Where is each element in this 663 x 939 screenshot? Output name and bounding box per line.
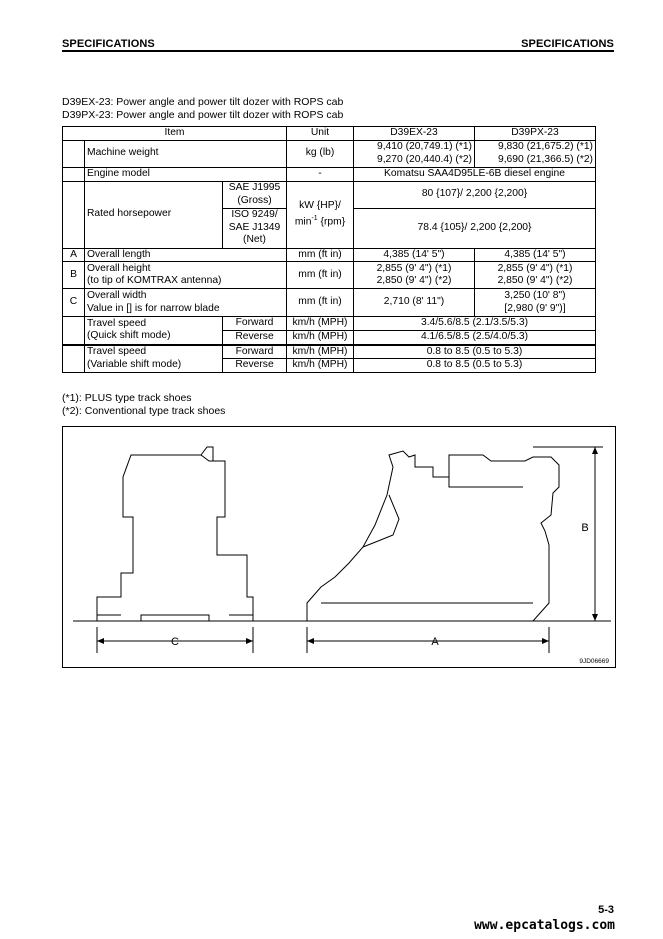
- table-row-engine-model: [63, 167, 596, 181]
- travel-quick-label: Travel speed (Quick shift mode): [85, 317, 223, 345]
- travel-variable-label: Travel speed (Variable shift mode): [85, 345, 223, 373]
- table-row-overall-height: [63, 262, 596, 289]
- page-number: 5-3: [598, 904, 614, 916]
- col-header-unit: Unit: [287, 127, 354, 141]
- rated-hp-gross-standard: SAE J1995 (Gross): [223, 181, 287, 208]
- overall-length-unit: mm (ft in): [287, 248, 354, 262]
- travel-quick-forward-value: 3.4/5.6/8.5 (2.1/3.5/5.3): [354, 317, 596, 331]
- table-row-rated-hp-gross: [63, 181, 596, 208]
- machine-weight-unit: kg (lb): [287, 140, 354, 167]
- footnote-2: (*2): Conventional type track shoes: [62, 405, 226, 417]
- header-left-title: SPECIFICATIONS: [62, 38, 155, 50]
- travel-quick-reverse-unit: km/h (MPH): [287, 331, 354, 345]
- overall-length-ref: A: [63, 248, 85, 262]
- header-right-title: SPECIFICATIONS: [521, 38, 614, 50]
- header-rule: [62, 50, 614, 52]
- travel-quick-reverse-value: 4.1/6.5/8.5 (2.5/4.0/5.3): [354, 331, 596, 345]
- travel-variable-reverse-label: Reverse: [223, 359, 287, 373]
- travel-variable-forward-label: Forward: [223, 345, 287, 359]
- overall-width-unit: mm (ft in): [287, 289, 354, 317]
- travel-quick-forward-label: Forward: [223, 317, 287, 331]
- intro-line-px: D39PX-23: Power angle and power tilt dozer with ROPS cab: [62, 109, 344, 121]
- dimension-b-label: B: [581, 522, 589, 534]
- side-view-outline: [307, 451, 559, 621]
- machine-weight-ex: 9,410 (20,749.1) (*1) 9,270 (20,440.4) (*2): [354, 140, 475, 167]
- rated-hp-unit: kW {HP}/ $\min^{-1} \{rpm\}$: [287, 181, 354, 248]
- dimension-figure: [62, 426, 616, 668]
- footnote-1: (*1): PLUS type track shoes: [62, 392, 192, 404]
- footnotes: [62, 392, 225, 418]
- rated-hp-net-standard: ISO 9249/ SAE J1349 (Net): [223, 208, 287, 248]
- travel-variable-reverse-value: 0.8 to 8.5 (0.5 to 5.3): [354, 359, 596, 373]
- side-view-blade-arm: [363, 495, 399, 547]
- engine-model-label: Engine model: [85, 167, 287, 181]
- overall-length-px: 4,385 (14' 5"): [475, 248, 596, 262]
- overall-width-ref: C: [63, 289, 85, 317]
- table-row-machine-weight: [63, 140, 596, 167]
- engine-model-value: Komatsu SAA4D95LE-6B diesel engine: [354, 167, 596, 181]
- overall-length-ex: 4,385 (14' 5"): [354, 248, 475, 262]
- overall-height-ex: 2,855 (9' 4") (*1) 2,850 (9' 4") (*2): [354, 262, 475, 289]
- overall-height-unit: mm (ft in): [287, 262, 354, 289]
- col-header-ex: D39EX-23: [354, 127, 475, 141]
- travel-variable-forward-value: 0.8 to 8.5 (0.5 to 5.3): [354, 345, 596, 359]
- col-header-item: Item: [63, 127, 287, 141]
- spec-table: [62, 126, 596, 373]
- front-view-outline: [97, 455, 253, 621]
- table-row-overall-length: [63, 248, 596, 262]
- col-header-px: D39PX-23: [475, 127, 596, 141]
- table-row-overall-width: [63, 289, 596, 317]
- overall-height-px: 2,855 (9' 4") (*1) 2,850 (9' 4") (*2): [475, 262, 596, 289]
- engine-model-unit: -: [287, 167, 354, 181]
- table-row-travel-quick-forward: [63, 317, 596, 331]
- machine-weight-label: Machine weight: [85, 140, 287, 167]
- overall-length-label: Overall length: [85, 248, 287, 262]
- dimension-a-label: A: [431, 636, 439, 648]
- overall-height-ref: B: [63, 262, 85, 289]
- overall-width-px: 3,250 (10' 8") [2,980 (9' 9")]: [475, 289, 596, 317]
- intro-line-ex: D39EX-23: Power angle and power tilt dozer with ROPS cab: [62, 96, 344, 108]
- watermark-url: www.epcatalogs.com: [474, 918, 615, 933]
- overall-width-ex: 2,710 (8' 11"): [354, 289, 475, 317]
- front-view-track: [141, 615, 209, 621]
- dozer-diagram: [63, 427, 615, 667]
- rated-hp-gross-value: 80 {107}/ 2,200 {2,200}: [354, 181, 596, 208]
- travel-quick-reverse-label: Reverse: [223, 331, 287, 345]
- dimension-c-label: C: [171, 636, 179, 648]
- overall-width-label: Overall width Value in [] is for narrow blade: [85, 289, 287, 317]
- figure-code: 9JD06669: [579, 658, 609, 665]
- rated-hp-net-value: 78.4 {105}/ 2,200 {2,200}: [354, 208, 596, 248]
- travel-variable-reverse-unit: km/h (MPH): [287, 359, 354, 373]
- side-view-cab: [449, 455, 523, 487]
- rated-hp-label: Rated horsepower: [85, 181, 223, 248]
- overall-height-label: Overall height (to tip of KOMTRAX antenna): [85, 262, 287, 289]
- travel-variable-forward-unit: km/h (MPH): [287, 345, 354, 359]
- table-header-row: [63, 127, 596, 141]
- table-row-travel-variable-forward: [63, 345, 596, 359]
- machine-weight-px: 9,830 (21,675.2) (*1) 9,690 (21,366.5) (*2): [475, 140, 596, 167]
- travel-quick-forward-unit: km/h (MPH): [287, 317, 354, 331]
